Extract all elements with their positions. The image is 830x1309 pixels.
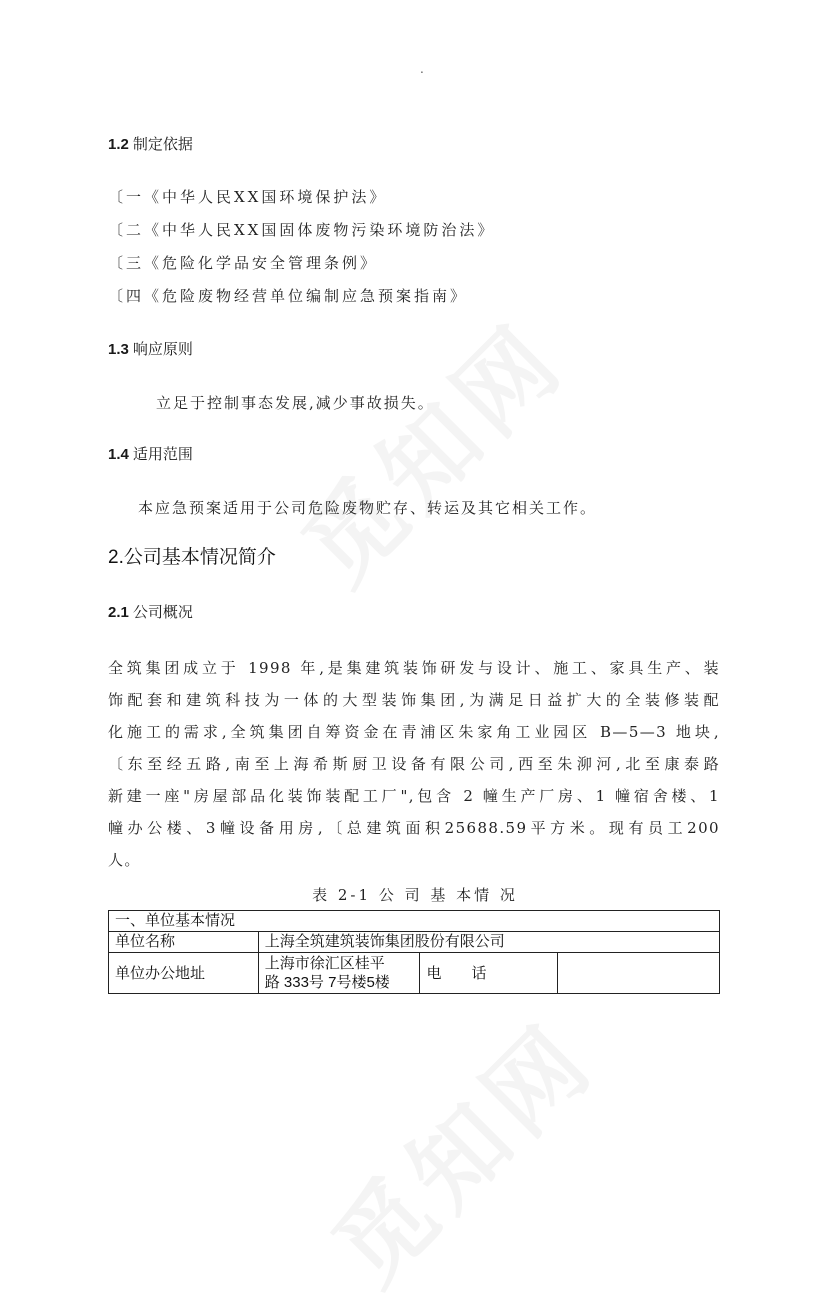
- law-item-2: 〔二《中华人民XX国固体废物污染环境防治法》: [108, 221, 496, 239]
- section-title: 适用范围: [132, 446, 193, 463]
- law-item-1: 〔一《中华人民XX国环境保护法》: [108, 188, 388, 206]
- phone-value: [558, 953, 720, 994]
- paragraph-line: 〔东至经五路,南至上海希斯厨卫设备有限公司,西至朱泖河,北至康泰路: [108, 755, 720, 773]
- scope-text: 本应急预案适用于公司危险废物贮存、转运及其它相关工作。: [138, 499, 598, 517]
- company-info-table: [108, 910, 720, 994]
- law-item-4: 〔四《危险废物经营单位编制应急预案指南》: [108, 287, 469, 305]
- paragraph-line: 人。: [108, 851, 141, 869]
- section-1-4-heading: [108, 443, 193, 464]
- company-overview-paragraph: [108, 652, 720, 876]
- watermark-bottom: [298, 988, 620, 1309]
- paragraph-line: 饰配套和建筑科技为一体的大型装饰集团,为满足日益扩大的全装修装配: [108, 691, 720, 709]
- table-caption: 表 2-1 公 司 基 本情 况: [312, 886, 518, 904]
- paragraph-line: 化施工的需求,全筑集团自筹资金在青浦区朱家角工业园区 B—5—3 地块,: [108, 723, 720, 741]
- table-row: [109, 911, 720, 932]
- section-number: 1.3: [108, 341, 129, 358]
- address-line-1: 上海市徐汇区桂平: [264, 955, 385, 972]
- section-title: 制定依据: [132, 136, 193, 153]
- address-line-2: 路 333号 7号楼5楼: [264, 974, 390, 991]
- table-row: [109, 953, 720, 994]
- section-number: 2.1: [108, 604, 129, 621]
- section-title: 响应原则: [132, 341, 193, 358]
- section-title: 公司概况: [132, 604, 193, 621]
- unit-name-label: 单位名称: [109, 932, 259, 953]
- header-dot: .: [420, 62, 424, 76]
- chapter-2-heading: 2.公司基本情况简介: [108, 547, 276, 568]
- response-principle-text: 立足于控制事态发展,减少事故损失。: [156, 394, 435, 412]
- section-1-2-heading: [108, 133, 193, 154]
- phone-label: 电 话: [420, 953, 558, 994]
- paragraph-line: 全筑集团成立于 1998 年,是集建筑装饰研发与设计、施工、家具生产、装: [108, 659, 720, 677]
- law-item-3: 〔三《危险化学品安全管理条例》: [108, 254, 379, 272]
- address-label: 单位办公地址: [109, 953, 259, 994]
- paragraph-line: 新建一座"房屋部品化装饰装配工厂",包含 2 幢生产厂房、1 幢宿舍楼、1: [108, 787, 720, 805]
- table-section-header: 一、单位基本情况: [109, 911, 720, 932]
- table-row: [109, 932, 720, 953]
- address-value: [258, 953, 420, 994]
- section-number: 1.4: [108, 446, 129, 463]
- section-1-3-heading: [108, 338, 193, 359]
- paragraph-line: 幢办公楼、3幢设备用房,〔总建筑面积25688.59平方米。现有员工200: [108, 819, 720, 837]
- section-number: 1.2: [108, 136, 129, 153]
- watermark-top: [268, 288, 590, 610]
- unit-name-value: 上海全筑建筑装饰集团股份有限公司: [258, 932, 719, 953]
- section-2-1-heading: [108, 601, 193, 622]
